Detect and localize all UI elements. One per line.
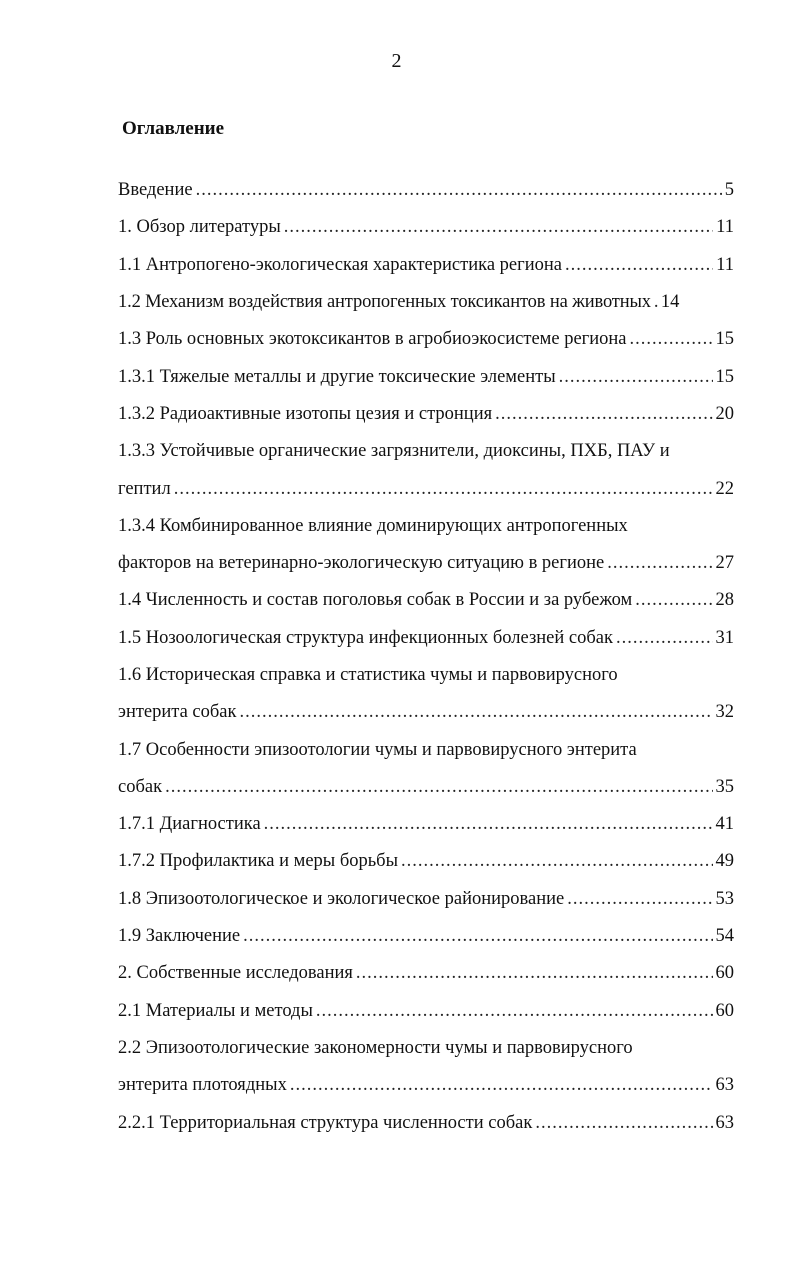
toc-entry-page: 60 [715, 1000, 734, 1021]
toc-leader-dots [654, 292, 658, 313]
toc-entry-label: энтерита плотоядных [118, 1075, 287, 1096]
toc-entry-label: 1.9 Заключение [118, 926, 241, 947]
toc-entry-page: 14 [660, 292, 680, 313]
toc-entry-label-line1: 1.3.3 Устойчивые органические загрязнители, диоксины, ПХБ, ПАУ и [118, 441, 670, 462]
toc-entry-page: 49 [715, 851, 734, 872]
toc-entry-label: 1.1 Антропогено-экологическая характеристика региона [118, 254, 562, 275]
toc-entry-label: 1.5 Нозоологическая структура инфекционных болезней собак [118, 627, 613, 648]
toc-entry [118, 1104, 734, 1141]
toc-entry-label: энтерита собак [118, 702, 237, 723]
toc-leader-dots [401, 851, 712, 872]
toc-entry [118, 1067, 734, 1104]
table-of-contents [118, 172, 734, 1142]
toc-entry-page: 41 [715, 814, 734, 835]
toc-leader-dots [565, 255, 713, 276]
toc-entry-label: 2.2.1 Территориальная структура численности собак [118, 1112, 533, 1133]
toc-entry-label: собак [118, 776, 163, 797]
toc-entry [118, 582, 734, 619]
toc-leader-dots [630, 329, 713, 350]
toc-entry [118, 209, 734, 246]
toc-entry-label: 1.8 Эпизоотологическое и экологическое районирование [118, 888, 565, 909]
toc-leader-dots [607, 553, 712, 574]
toc-entry-label: гептил [118, 478, 171, 499]
toc-entry-page: 53 [715, 888, 734, 909]
toc-entry [118, 470, 734, 507]
toc-entry-page: 63 [715, 1075, 734, 1096]
toc-entry-page: 31 [715, 627, 734, 648]
toc-entry [118, 284, 734, 321]
toc-entry-label-line1: 1.3.4 Комбинированное влияние доминирующих антропогенных [118, 515, 628, 536]
toc-entry-label: 1. Обзор литературы [118, 217, 281, 238]
toc-entry-label: факторов на ветеринарно-экологическую ситуацию в регионе [118, 553, 605, 574]
toc-entry [118, 769, 734, 806]
toc-entry-label: Введение [118, 180, 193, 201]
toc-entry [118, 358, 734, 395]
toc-entry-page: 35 [715, 776, 734, 797]
toc-leader-dots [316, 1001, 713, 1022]
toc-entry-page: 20 [715, 403, 734, 424]
toc-entry-label: 1.2 Механизм воздействия антропогенных токсикантов на животных [118, 292, 651, 313]
toc-entry-label-line1: 1.6 Историческая справка и статистика чумы и парвовирусного [118, 665, 618, 685]
toc-leader-dots [535, 1113, 712, 1134]
toc-entry-first-line [118, 731, 734, 768]
toc-entry-page: 11 [716, 254, 734, 275]
toc-entry-label: 1.7.2 Профилактика и меры борьбы [118, 851, 399, 872]
toc-entry-page: 28 [715, 590, 734, 611]
toc-entry-page: 15 [715, 366, 734, 387]
page-number: 2 [391, 50, 402, 72]
toc-entry-label: 2.1 Материалы и методы [118, 1000, 313, 1021]
toc-leader-dots [290, 1075, 713, 1096]
toc-entry-label: 1.3 Роль основных экотоксикантов в агробиоэкосистеме региона [118, 329, 627, 350]
toc-leader-dots [616, 628, 713, 649]
toc-leader-dots [240, 702, 713, 723]
toc-entry [118, 993, 734, 1030]
toc-entry [118, 694, 734, 731]
toc-entry-page: 15 [715, 329, 734, 350]
toc-entry-first-line [118, 657, 734, 694]
toc-leader-dots [559, 367, 713, 388]
toc-leader-dots [264, 814, 713, 835]
toc-entry-label: 2. Собственные исследования [118, 963, 353, 984]
toc-entry-page: 32 [715, 702, 734, 723]
toc-entry [118, 321, 734, 358]
toc-entry [118, 806, 734, 843]
toc-title: Оглавление [122, 118, 225, 139]
toc-entry-first-line [118, 433, 734, 470]
toc-entry-page: 54 [715, 926, 734, 947]
toc-entry-page: 11 [716, 217, 734, 238]
toc-entry-first-line [118, 508, 734, 545]
toc-entry [118, 843, 734, 880]
toc-entry-page: 22 [715, 478, 734, 499]
toc-leader-dots [356, 963, 713, 984]
toc-entry-page: 63 [715, 1112, 734, 1133]
toc-leader-dots [196, 180, 722, 201]
toc-entry [118, 545, 734, 582]
toc-entry [118, 955, 734, 992]
toc-entry-label-line1: 1.7 Особенности эпизоотологии чумы и парвовирусного энтерита [118, 739, 637, 760]
toc-entry-label: 1.3.2 Радиоактивные изотопы цезия и стронция [118, 403, 493, 424]
toc-leader-dots [165, 777, 712, 798]
toc-entry-page: 27 [715, 553, 734, 574]
toc-leader-dots [284, 217, 713, 238]
toc-entry [118, 620, 734, 657]
toc-leader-dots [567, 889, 712, 910]
toc-entry [118, 881, 734, 918]
toc-entry [118, 247, 734, 284]
toc-leader-dots [495, 404, 712, 425]
toc-entry [118, 172, 734, 209]
toc-entry [118, 918, 734, 955]
toc-entry [118, 396, 734, 433]
toc-entry-page: 5 [724, 180, 734, 201]
toc-entry-page: 60 [715, 963, 734, 984]
toc-entry-label: 1.7.1 Диагностика [118, 814, 261, 835]
toc-leader-dots [635, 590, 712, 611]
toc-leader-dots [174, 479, 713, 500]
toc-leader-dots [243, 926, 712, 947]
toc-entry-label-line1: 2.2 Эпизоотологические закономерности чумы и парвовирусного [118, 1037, 633, 1058]
toc-entry-first-line [118, 1030, 734, 1067]
toc-entry-label: 1.3.1 Тяжелые металлы и другие токсические элементы [118, 366, 556, 387]
toc-entry-label: 1.4 Численность и состав поголовья собак в России и за рубежом [118, 590, 633, 611]
